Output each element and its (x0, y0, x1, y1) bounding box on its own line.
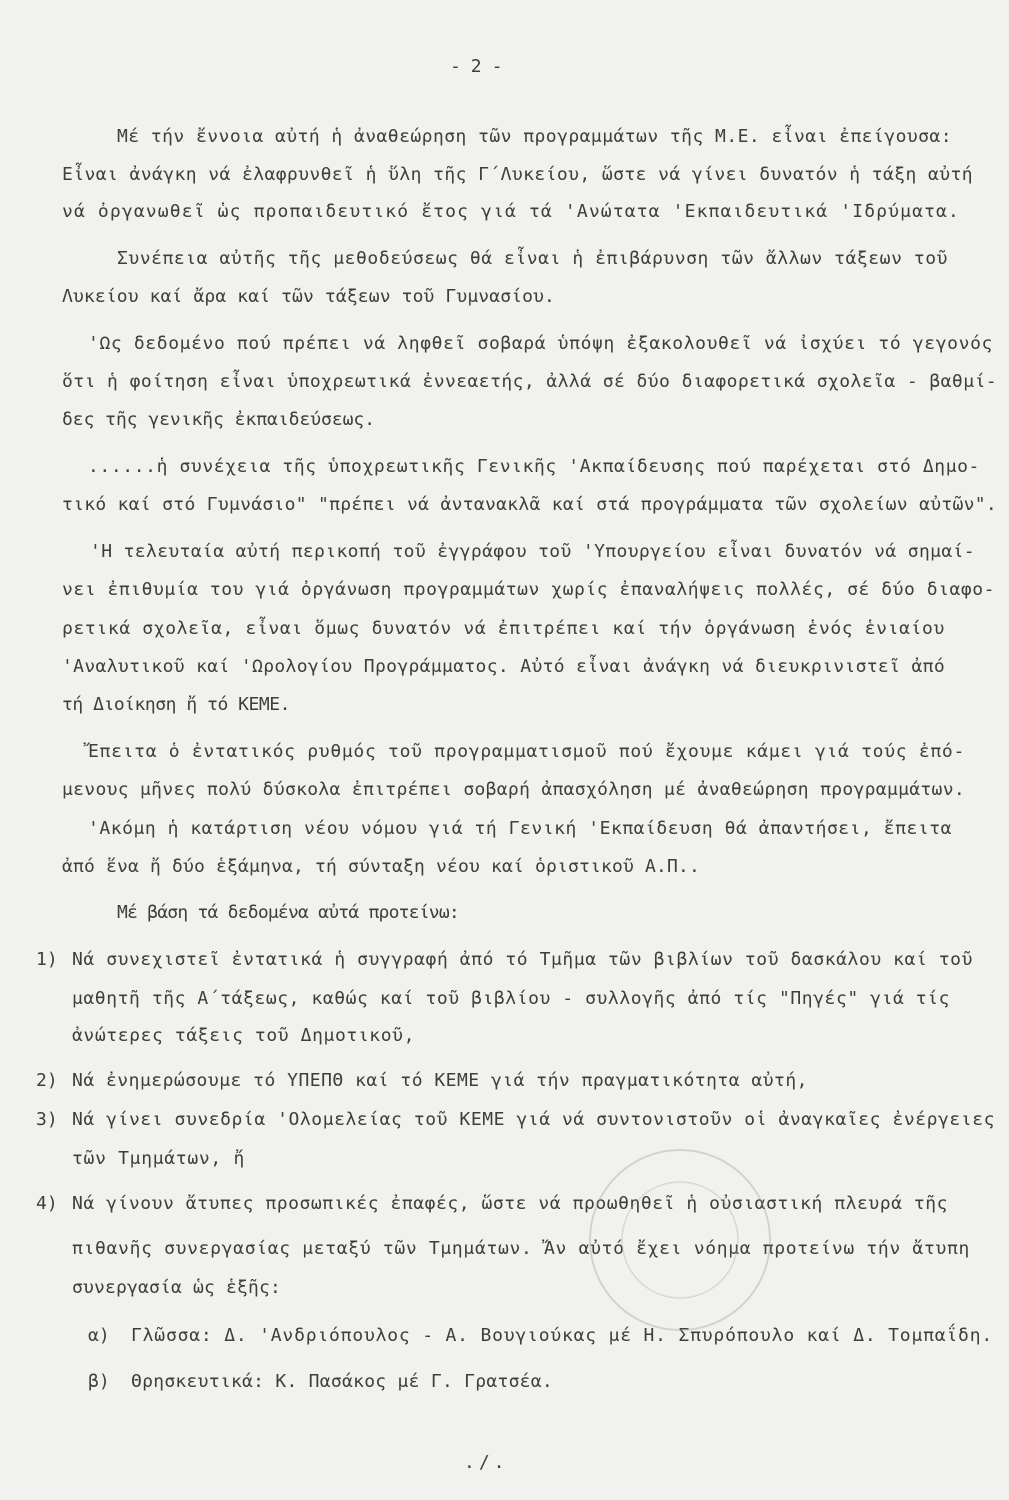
text-line: Ἔπειτα ὁ ἐντατικός ρυθμός τοῦ προγραμματισμοῦ πού ἔχουμε κάμει γιά τούς ἐπό- (88, 741, 965, 762)
sublist-item: Θρησκευτικά: Κ. Πασάκος μέ Γ. Γρατσέα. (131, 1371, 553, 1392)
list-item-line: συνεργασία ὡς ἑξῆς: (72, 1277, 281, 1298)
text-line: 'Ως δεδομένο πού πρέπει νά ληφθεῖ σοβαρά ὑπόψη ἐξακολουθεῖ νά ἰσχύει τό γεγονός (88, 333, 993, 354)
text-line: Συνέπεια αὐτῆς τῆς μεθοδεύσεως θά εἶναι ἡ ἐπιβάρυνση τῶν ἄλλων τάξεων τοῦ (117, 248, 948, 269)
text-line: νά ὀργανωθεῖ ὡς προπαιδευτικό ἔτος γιά τά 'Ανώτατα 'Εκπαιδευτικά 'Ιδρύματα. (62, 201, 960, 222)
sublist-marker: β) (88, 1371, 110, 1392)
text-line: ὅτι ἡ φοίτηση εἶναι ὑποχρεωτικά ἐννεαετής, ἀλλά σέ δύο διαφορετικά σχολεῖα - βαθμί- (62, 371, 997, 392)
list-item-line: ἀνώτερες τάξεις τοῦ Δημοτικοῦ, (72, 1025, 415, 1046)
text-line: ρετικά σχολεῖα, εἶναι ὅμως δυνατόν νά ἐπιτρέπει καί τήν ὀργάνωση ἑνός ἑνιαίου (62, 618, 945, 639)
list-item-line: Νά γίνει συνεδρία 'Ολομελείας τοῦ ΚΕΜΕ γιά νά συντονιστοῦν οἱ ἀναγκαῖες ἐνέργειες (72, 1109, 995, 1130)
list-item-line: τῶν Τμημάτων, ἤ (72, 1148, 245, 1169)
text-line: δες τῆς γενικῆς ἐκπαιδεύσεως. (62, 409, 375, 430)
sublist-item: Γλῶσσα: Δ. 'Ανδριόπουλος - Α. Βουγιούκας μέ Η. Σπυρόπουλο καί Δ. Τομπαΐδη. (131, 1325, 993, 1346)
page-number: - 2 - (450, 56, 502, 77)
text-line: ......ἡ συνέχεια τῆς ὑποχρεωτικῆς Γενικῆς 'Ακπαίδευσης πού παρέχεται στό Δημο- (88, 456, 980, 477)
text-line: Μέ βάση τά δεδομένα αὐτά προτείνω: (117, 902, 459, 923)
continuation-mark: ./. (464, 1452, 509, 1473)
list-item-line: Νά ἐνημερώσουμε τό ΥΠΕΠΘ καί τό ΚΕΜΕ γιά τήν πραγματικότητα αὐτή, (72, 1070, 808, 1091)
list-marker: 3) (36, 1109, 58, 1130)
list-item-line: Νά συνεχιστεῖ ἐντατικά ἡ συγγραφή ἀπό τό Τμῆμα τῶν βιβλίων τοῦ δασκάλου καί τοῦ (72, 949, 973, 970)
stamp-seal (585, 1145, 775, 1335)
text-line: Εἶναι ἀνάγκη νά ἐλαφρυνθεῖ ἡ ὕλη τῆς Γ΄Λυκείου, ὥστε νά γίνει δυνατόν ἡ τάξη αὐτή (62, 164, 973, 185)
text-line: Μέ τήν ἔννοια αὐτή ἡ ἀναθεώρηση τῶν προγραμμάτων τῆς Μ.Ε. εἶναι ἐπείγουσα: (117, 126, 952, 147)
text-line: 'Ακόμη ἡ κατάρτιση νέου νόμου γιά τή Γενική 'Εκπαίδευση θά ἀπαντήσει, ἔπειτα (88, 818, 952, 839)
sublist-marker: α) (88, 1325, 110, 1346)
text-line: τικό καί στό Γυμνάσιο" "πρέπει νά ἀντανακλᾶ καί στά προγράμματα τῶν σχολείων αὐτῶν". (62, 494, 997, 515)
list-marker: 1) (36, 949, 58, 970)
text-line: τή Διοίκηση ἤ τό ΚΕΜΕ. (62, 694, 290, 715)
text-line: 'Αναλυτικοῦ καί 'Ωρολογίου Προγράμματος. Αὐτό εἶναι ἀνάγκη νά διευκρινιστεῖ ἀπό (62, 656, 945, 677)
text-line: νει ἐπιθυμία του γιά ὀργάνωση προγραμμάτων χωρίς ἐπαναλήψεις πολλές, σέ δύο διαφο- (62, 579, 995, 600)
list-item-line: μαθητῆ τῆς Α΄τάξεως, καθώς καί τοῦ βιβλίου - συλλογῆς ἀπό τίς "Πηγές" γιά τίς (72, 988, 950, 1009)
list-marker: 2) (36, 1070, 58, 1091)
list-item-line: Νά γίνουν ἄτυπες προσωπικές ἐπαφές, ὥστε νά προωθηθεῖ ἡ οὐσιαστική πλευρά τῆς (72, 1193, 948, 1214)
text-line: Λυκείου καί ἄρα καί τῶν τάξεων τοῦ Γυμνασίου. (62, 286, 555, 307)
list-marker: 4) (36, 1193, 58, 1214)
text-line: μενους μῆνες πολύ δύσκολα ἐπιτρέπει σοβαρή ἀπασχόληση μέ ἀναθεώρηση προγραμμάτων. (62, 779, 965, 800)
list-item-line: πιθανῆς συνεργασίας μεταξύ τῶν Τμημάτων. Ἄν αὐτό ἔχει νόημα προτείνω τήν ἄτυπη (72, 1238, 970, 1259)
text-line: ἀπό ἕνα ἤ δύο ἑξάμηνα, τή σύνταξη νέου καί ὁριστικοῦ Α.Π.. (62, 856, 700, 877)
text-line: 'Η τελευταία αὐτή περικοπή τοῦ ἐγγράφου τοῦ 'Υπουργείου εἶναι δυνατόν νά σημαί- (90, 541, 975, 562)
